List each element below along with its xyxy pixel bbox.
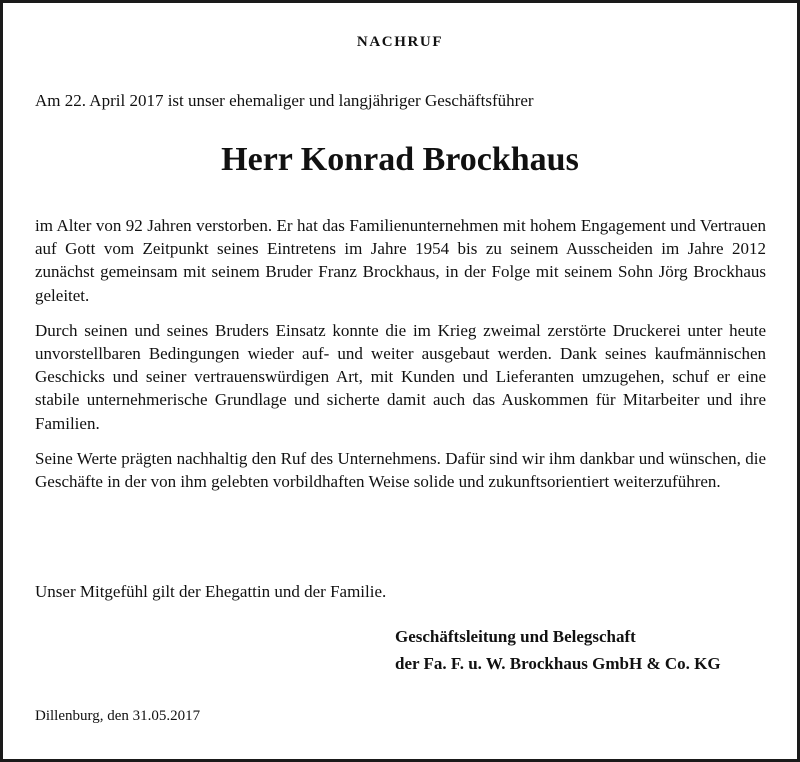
intro-line: Am 22. April 2017 ist unser ehemaliger und langjähriger Geschäftsführer [35, 91, 534, 110]
signature-line-1: Geschäftsleitung und Belegschaft [395, 627, 636, 646]
paragraph-career: im Alter von 92 Jahren verstorben. Er hat das Familienunternehmen mit hohem Engagement und Vertrauen auf Gott vom Zeitpunkt seines Eintretens im Jahre 1954 bis zu seinem Ausscheiden im Jahre 2012 zunächst gemeinsam mit seinem Bruder Franz Brockhaus, in der Folge mit seinem Sohn Jörg Brockhaus geleitet. [35, 216, 766, 305]
deceased-name: Herr Konrad Brockhaus [221, 141, 579, 178]
paragraph-achievements: Durch seinen und seines Bruders Einsatz konnte die im Krieg zweimal zerstörte Druckerei unter heute unvorstellbaren Bedingungen wieder auf- und weiter ausgebaut werden. Dank seines kaufmännischen Geschicks und seiner vertrauenswürdigen Art, mit Kunden und Lieferanten umzugehen, schuf er eine stabile unternehmerische Grundlage und sicherte damit auch das Auskommen für Mitarbeiter und ihre Familien. [35, 320, 766, 433]
condolence-line: Unser Mitgefühl gilt der Ehegattin und der Familie. [35, 582, 387, 601]
notice-body [35, 214, 766, 505]
paragraph-values: Seine Werte prägten nachhaltig den Ruf des Unternehmens. Dafür sind wir ihm dankbar und wünschen, die Geschäfte in der von ihm gelebten vorbildhaften Weise solide und zukunftsorientiert weiterzuführen. [35, 448, 766, 492]
signature-block [395, 623, 721, 677]
signature-line-2: der Fa. F. u. W. Brockhaus GmbH & Co. KG [395, 654, 721, 673]
notice-heading: NACHRUF [356, 34, 444, 50]
place-and-date: Dillenburg, den 31.05.2017 [35, 708, 201, 724]
